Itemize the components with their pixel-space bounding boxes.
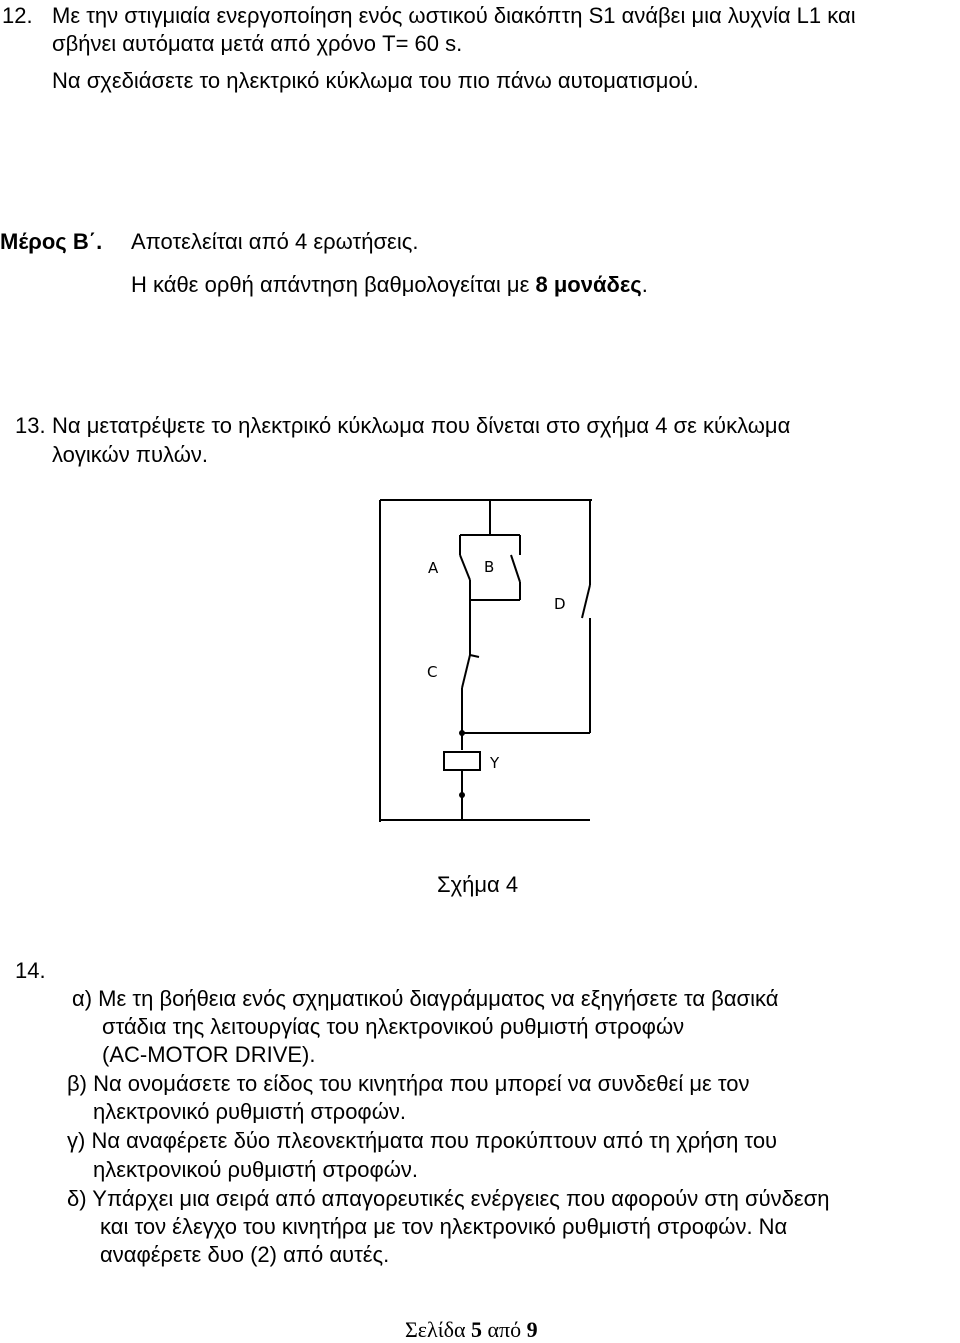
q14-number: 14. (15, 958, 46, 983)
page-number-middle: από (482, 1317, 527, 1342)
q13-text-line2: λογικών πυλών. (52, 442, 208, 467)
switch-a-label: A (428, 559, 439, 577)
q14-b-line2: ηλεκτρονικό ρυθμιστή στροφών. (93, 1099, 406, 1124)
figure-caption: Σχήμα 4 (437, 872, 519, 897)
q14-a-line1: α) Με τη βοήθεια ενός σχηματικού διαγράμματος να εξηγήσετε τα βασικά (72, 986, 779, 1011)
q14-a-line2: στάδια της λειτουργίας του ηλεκτρονικού ρυθμιστή στροφών (102, 1014, 685, 1039)
q12-text-line3: Να σχεδιάσετε το ηλεκτρικό κύκλωμα του πιο πάνω αυτοματισμού. (52, 68, 699, 93)
switch-c-label: C (427, 663, 438, 681)
q14-c-line2: ηλεκτρονικού ρυθμιστή στροφών. (93, 1157, 419, 1182)
q12-number: 12. (2, 3, 33, 28)
page-number-prefix: Σελίδα (405, 1317, 472, 1342)
part-b-scoring-suffix: . (641, 272, 648, 297)
switch-d-label: D (554, 595, 566, 613)
circuit-diagram (370, 490, 620, 830)
page-number-total: 9 (526, 1317, 538, 1342)
q14-a-line3: (AC-MOTOR DRIVE). (102, 1042, 316, 1067)
q14-d-line3: αναφέρετε δυο (2) από αυτές. (100, 1242, 390, 1267)
switch-b-label: B (484, 558, 495, 576)
part-b-title: Μέρος Β΄. (0, 229, 103, 254)
part-b-desc: Αποτελείται από 4 ερωτήσεις. (131, 229, 419, 254)
q14-d-line2: και τον έλεγχο του κινητήρα με τον ηλεκτρονικό ρυθμιστή στροφών. Να (100, 1214, 788, 1239)
q12-text-line1: Με την στιγμιαία ενεργοποίηση ενός ωστικού διακόπτη S1 ανάβει μια λυχνία L1 και (52, 3, 856, 28)
q14-d-line1: δ) Υπάρχει μια σειρά από απαγορευτικές ενέργειες που αφορούν στη σύνδεση (67, 1186, 830, 1211)
page-number-current: 5 (471, 1317, 483, 1342)
q14-c-line1: γ) Να αναφέρετε δύο πλεονεκτήματα που προκύπτουν από τη χρήση του (67, 1128, 778, 1153)
part-b-scoring-points: 8 μονάδες (535, 272, 642, 297)
q12-text-line2: σβήνει αυτόματα μετά από χρόνο T= 60 s. (52, 31, 463, 56)
part-b-scoring (131, 272, 648, 298)
q13-text-line1: Να μετατρέψετε το ηλεκτρικό κύκλωμα που δίνεται στο σχήμα 4 σε κύκλωμα (52, 413, 791, 438)
part-b-scoring-prefix: Η κάθε ορθή απάντηση βαθμολογείται με (131, 272, 536, 297)
page-number (405, 1317, 538, 1343)
coil-y-label: Y (490, 754, 500, 772)
q13-number: 13. (15, 413, 46, 438)
q14-b-line1: β) Να ονομάσετε το είδος του κινητήρα που μπορεί να συνδεθεί με τον (67, 1071, 750, 1096)
